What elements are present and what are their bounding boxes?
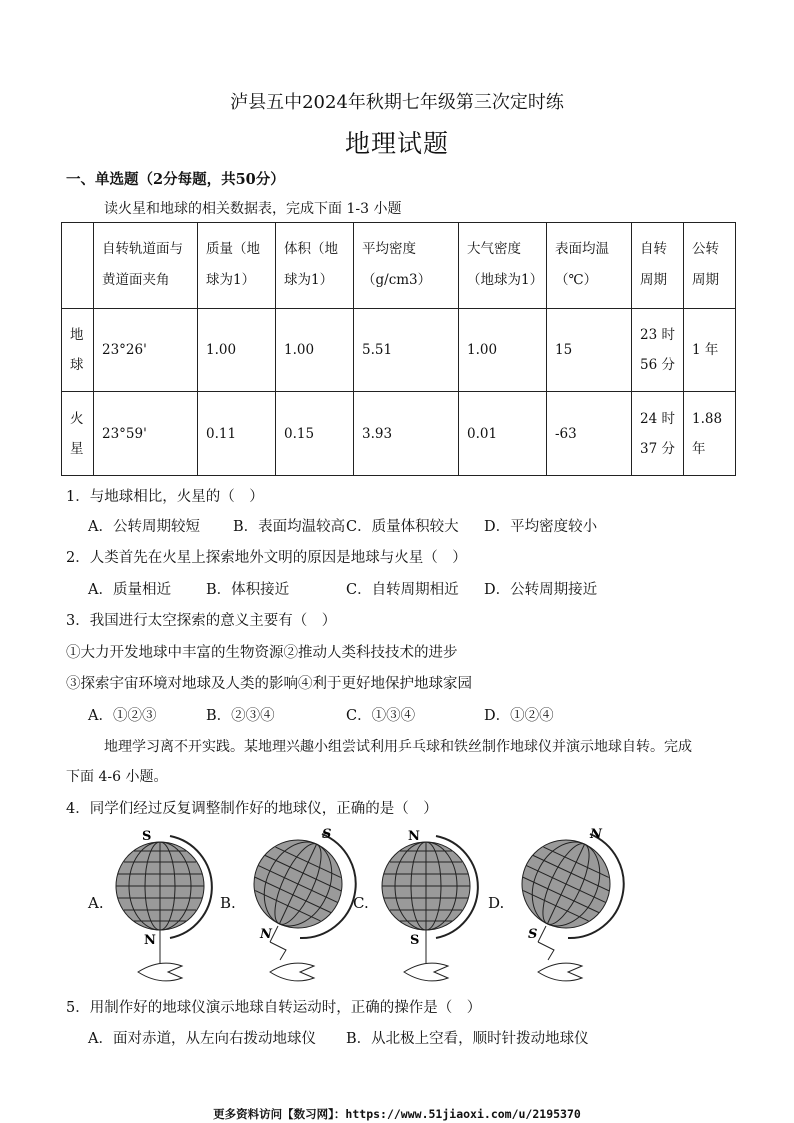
- globe-a-bottom-pole: N: [144, 933, 156, 948]
- table-row: [62, 392, 736, 476]
- exam-subject-title: 地理试题: [344, 129, 449, 158]
- table-cell: 0.11: [198, 392, 276, 476]
- table-cell: 23 时 56 分: [632, 308, 684, 392]
- footer-link[interactable]: 更多资料访问【数习网】：https://www.51jiaoxi.com/u/2195370: [213, 1107, 581, 1121]
- table-header-cell: 平均密度（g/cm3）: [354, 223, 459, 309]
- option-d[interactable]: D．公转周期接近: [484, 582, 598, 598]
- table-header-cell: 表面均温（℃）: [547, 223, 632, 309]
- question-1-stem: 1．与地球相比，火星的（ ）: [66, 489, 264, 505]
- section-heading: 一、单选题（2分每题，共50分）: [66, 171, 285, 188]
- question-3-stem: 3．我国进行太空探索的意义主要有（ ）: [66, 613, 337, 629]
- globe-option-d-label[interactable]: D.: [488, 894, 505, 912]
- intro-text-2-line-1: 地理学习离不开实践。某地理兴趣小组尝试利用乒乓球和铁丝制作地球仪并演示地球自转。完成: [104, 739, 692, 755]
- globe-b-bottom-pole: N: [260, 927, 272, 942]
- table-cell: 24 时 37 分: [632, 392, 684, 476]
- table-cell: 1.00: [459, 308, 547, 392]
- table-cell: 23°59': [94, 392, 198, 476]
- question-4-stem: 4．同学们经过反复调整制作好的地球仪，正确的是（ ）: [66, 801, 438, 817]
- option-b[interactable]: B．表面均温较高: [233, 519, 346, 535]
- table-header-cell: 自转轨道面与黄道面夹角: [94, 223, 198, 309]
- option-a[interactable]: A．质量相近: [88, 582, 171, 598]
- table-cell: 火星: [62, 392, 94, 476]
- option-c[interactable]: C．①③④: [346, 708, 416, 724]
- globe-a-top-pole: S: [142, 829, 152, 844]
- globe-b-top-pole: S: [322, 827, 332, 842]
- option-c[interactable]: C．质量体积较大: [346, 519, 459, 535]
- question-2-stem: 2．人类首先在火星上探索地外文明的原因是地球与火星（ ）: [66, 550, 467, 566]
- data-table: [61, 222, 736, 476]
- option-a[interactable]: A．公转周期较短: [88, 519, 200, 535]
- table-header-cell: 体积（地球为1）: [276, 223, 354, 309]
- globe-option-a-label[interactable]: A.: [88, 894, 104, 912]
- option-a[interactable]: A．面对赤道，从左向右拨动地球仪: [88, 1031, 316, 1047]
- question-5-stem: 5．用制作好的地球仪演示地球自转运动时，正确的操作是（ ）: [66, 1000, 482, 1016]
- table-cell: 1.88 年: [684, 392, 736, 476]
- option-d[interactable]: D．①②④: [484, 708, 554, 724]
- globe-c-top-pole: N: [408, 829, 420, 844]
- globe-c-image[interactable]: [374, 826, 484, 986]
- table-cell: 1.00: [276, 308, 354, 392]
- table-cell: 3.93: [354, 392, 459, 476]
- question-3-item-line-1: ①大力开发地球中丰富的生物资源②推动人类科技技术的进步: [66, 645, 458, 661]
- table-cell: 1 年: [684, 308, 736, 392]
- option-a[interactable]: A．①②③: [88, 708, 157, 724]
- globe-d-image[interactable]: [508, 826, 628, 986]
- table-header-cell: 大气密度（地球为1）: [459, 223, 547, 309]
- table-header-cell: [62, 223, 94, 309]
- globe-options: [88, 826, 608, 986]
- table-cell: 5.51: [354, 308, 459, 392]
- option-b[interactable]: B．②③④: [206, 708, 275, 724]
- table-cell: 0.15: [276, 392, 354, 476]
- table-cell: 15: [547, 308, 632, 392]
- option-b[interactable]: B．从北极上空看，顺时针拨动地球仪: [346, 1031, 589, 1047]
- table-header-cell: 自转周期: [632, 223, 684, 309]
- globe-d-bottom-pole: S: [528, 927, 538, 942]
- globe-option-b-label[interactable]: B.: [220, 894, 236, 912]
- option-b[interactable]: B．体积接近: [206, 582, 290, 598]
- intro-text-1: 读火星和地球的相关数据表，完成下面 1-3 小题: [104, 201, 402, 217]
- table-cell: 23°26': [94, 308, 198, 392]
- globe-d-top-pole: N: [590, 827, 602, 842]
- table-cell: 0.01: [459, 392, 547, 476]
- table-header-cell: 质量（地球为1）: [198, 223, 276, 309]
- exam-header-title: 泸县五中2024年秋期七年级第三次定时练: [230, 92, 564, 113]
- table-row: [62, 308, 736, 392]
- table-header-row: [62, 223, 736, 309]
- intro-text-2-line-2: 下面 4-6 小题。: [66, 769, 168, 785]
- option-c[interactable]: C．自转周期相近: [346, 582, 459, 598]
- option-d[interactable]: D．平均密度较小: [484, 519, 598, 535]
- question-3-item-line-2: ③探索宇宙环境对地球及人类的影响④利于更好地保护地球家园: [66, 676, 472, 692]
- table-header-cell: 公转周期: [684, 223, 736, 309]
- globe-a-image[interactable]: [108, 826, 218, 986]
- table-cell: 1.00: [198, 308, 276, 392]
- table-cell: 地球: [62, 308, 94, 392]
- globe-option-c-label[interactable]: C.: [353, 894, 369, 912]
- table-cell: -63: [547, 392, 632, 476]
- globe-c-bottom-pole: S: [410, 933, 420, 948]
- globe-b-image[interactable]: [240, 826, 360, 986]
